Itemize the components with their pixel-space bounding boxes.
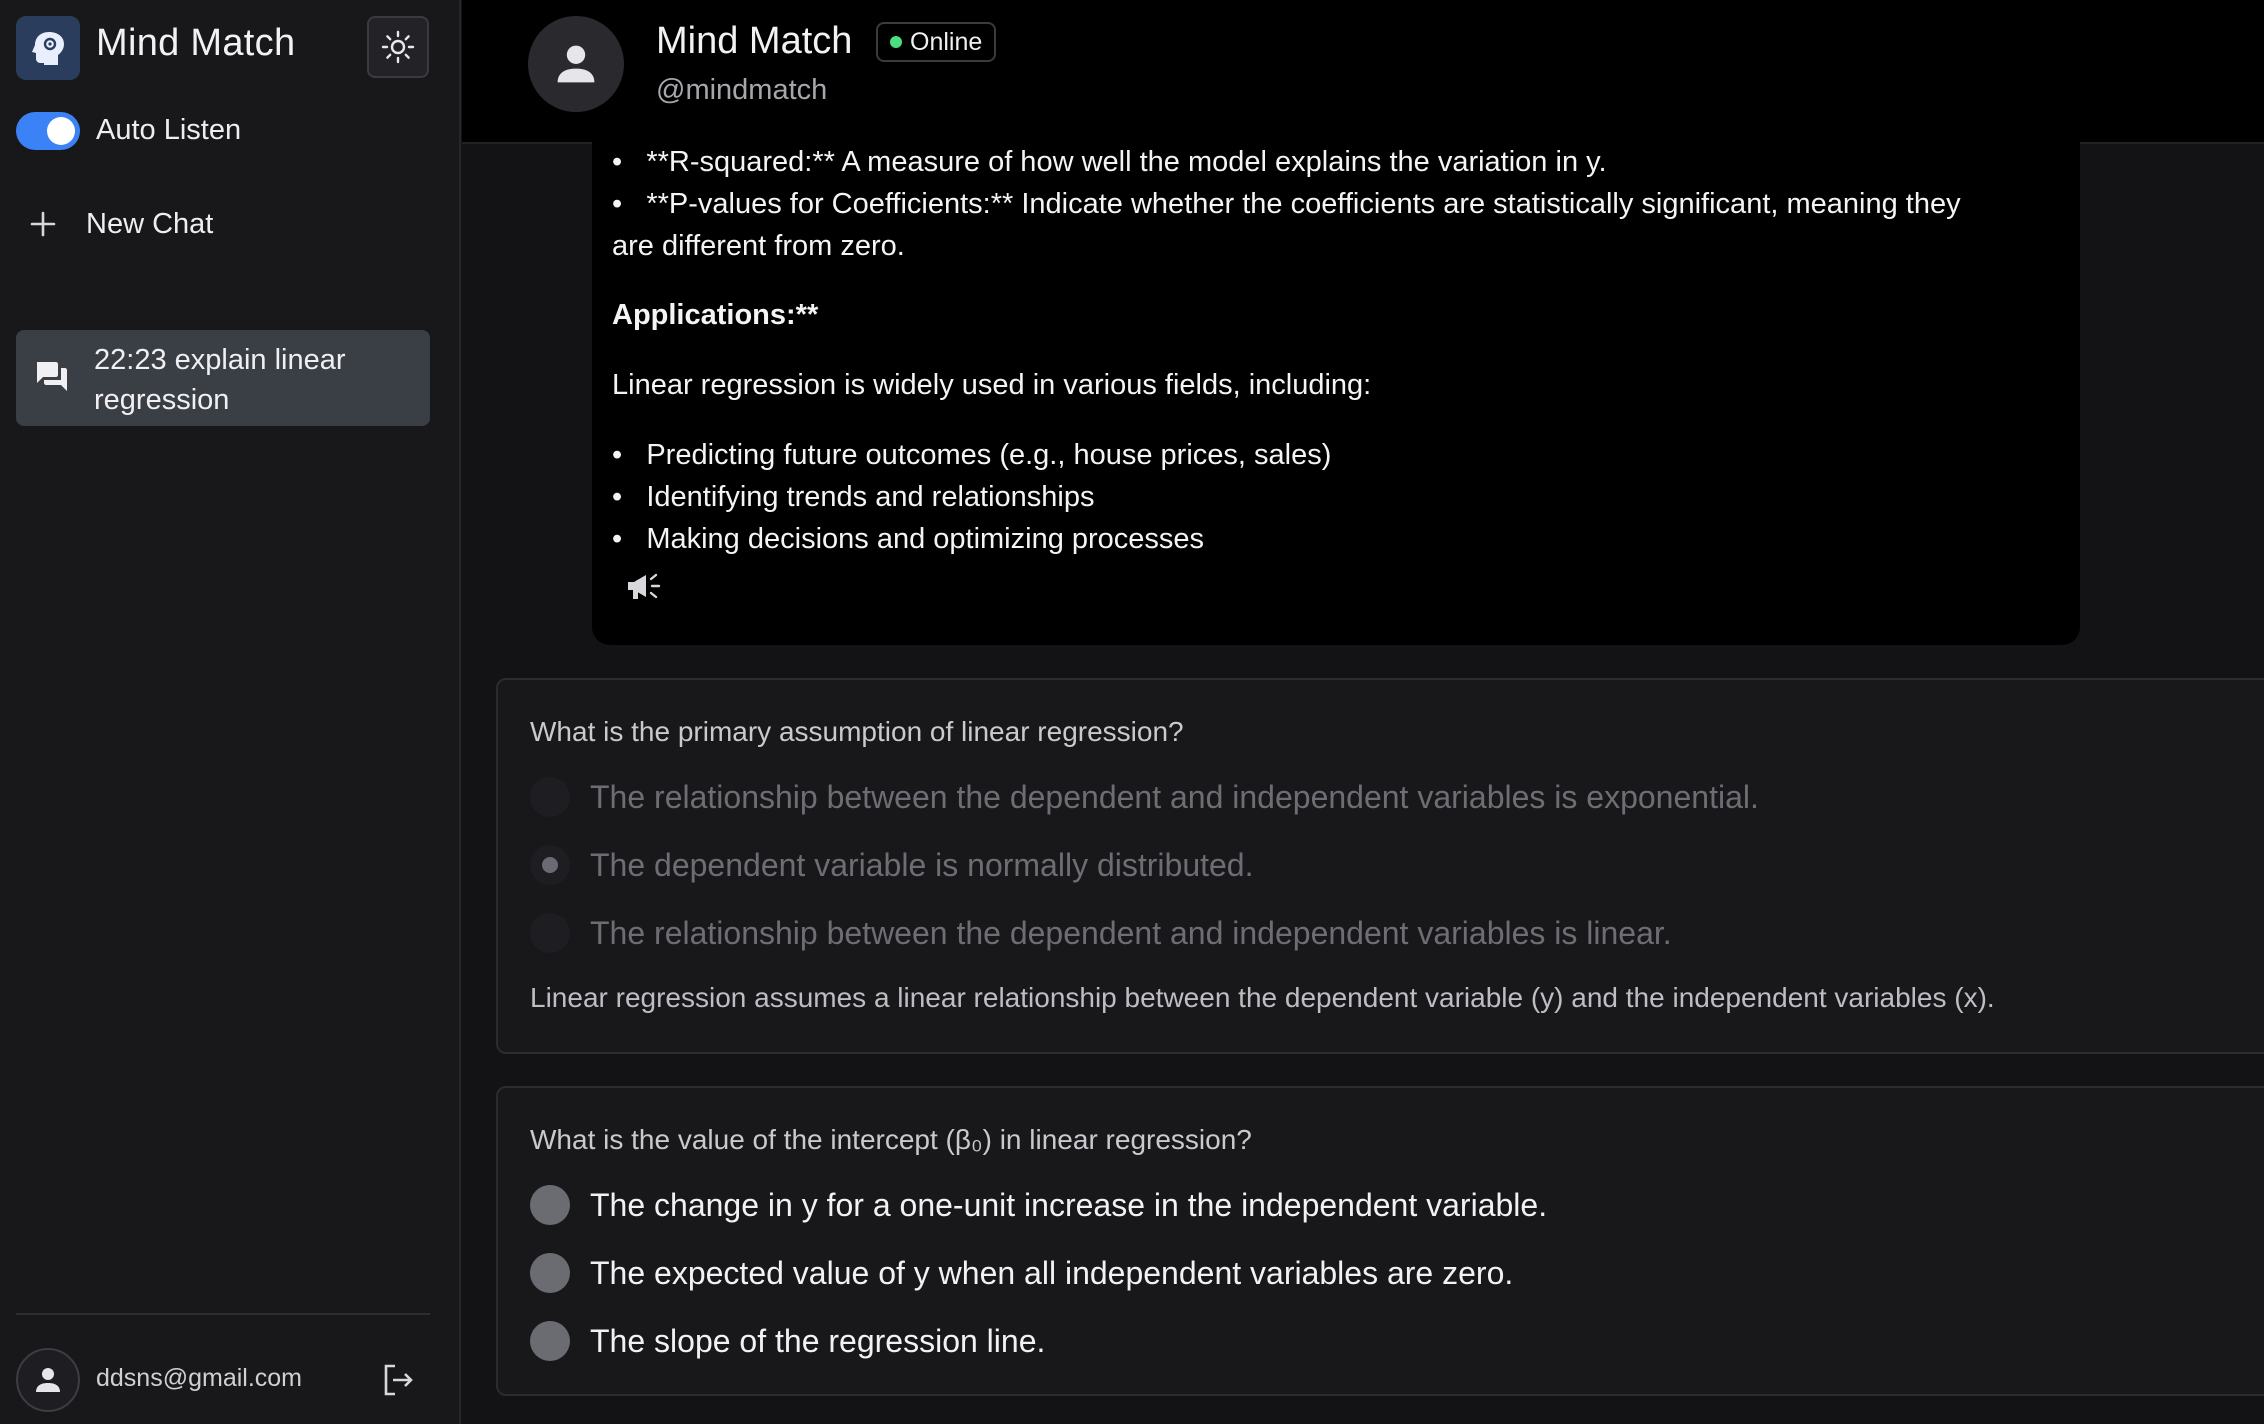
message-bullet: • **P-values for Coefficients:** Indicate whether the coefficients are statistically significant, meaning they bbox=[612, 188, 1961, 220]
sun-icon bbox=[380, 29, 416, 65]
quiz-option[interactable] bbox=[530, 1252, 1513, 1294]
bot-name: Mind Match bbox=[656, 20, 853, 62]
quiz-option[interactable] bbox=[530, 1320, 1045, 1362]
radio-button[interactable] bbox=[530, 913, 570, 953]
logout-icon bbox=[381, 1363, 415, 1397]
quiz-option-label: The expected value of y when all independent variables are zero. bbox=[590, 1254, 1514, 1291]
radio-button[interactable] bbox=[530, 1321, 570, 1361]
message-heading: Applications:** bbox=[612, 299, 819, 331]
chat-history-item[interactable] bbox=[16, 330, 430, 426]
auto-listen-label: Auto Listen bbox=[96, 114, 242, 146]
radio-button[interactable] bbox=[530, 1185, 570, 1225]
quiz-card bbox=[496, 678, 2264, 1054]
radio-button[interactable] bbox=[530, 777, 570, 817]
quiz-question: What is the value of the intercept (β₀) in linear regression? bbox=[530, 1124, 1252, 1155]
status-text: Online bbox=[910, 27, 983, 56]
new-chat-label: New Chat bbox=[86, 207, 214, 240]
quiz-option-label: The dependent variable is normally distributed. bbox=[590, 846, 1254, 883]
toggle-knob bbox=[47, 117, 75, 145]
bot-message bbox=[592, 130, 2080, 645]
new-chat-button[interactable] bbox=[30, 200, 213, 248]
radio-button[interactable] bbox=[530, 1253, 570, 1293]
quiz-option-label: The relationship between the dependent and independent variables is exponential. bbox=[590, 778, 1759, 815]
app-title: Mind Match bbox=[96, 22, 296, 64]
quiz-question: What is the primary assumption of linear regression? bbox=[530, 716, 1184, 747]
online-dot-icon bbox=[890, 36, 902, 48]
message-bullet: • Predicting future outcomes (e.g., house prices, sales) bbox=[612, 439, 1332, 471]
plus-icon bbox=[30, 211, 56, 237]
message-paragraph: Linear regression is widely used in various fields, including: bbox=[612, 369, 1372, 401]
bot-avatar bbox=[528, 16, 624, 112]
quiz-option[interactable] bbox=[530, 776, 1759, 818]
person-icon bbox=[33, 1365, 63, 1395]
quiz-explanation: Linear regression assumes a linear relationship between the dependent variable (y) and the independent variables (x). bbox=[530, 982, 1995, 1013]
message-bullet: • **R-squared:** A measure of how well the model explains the variation in y. bbox=[612, 146, 1607, 178]
person-icon bbox=[553, 41, 599, 87]
sidebar bbox=[0, 0, 461, 1424]
message-bullet: • Identifying trends and relationships bbox=[612, 481, 1095, 513]
chat-bubbles-icon bbox=[34, 358, 70, 394]
user-avatar[interactable] bbox=[16, 1348, 80, 1412]
status-badge bbox=[876, 22, 996, 62]
quiz-option-label: The slope of the regression line. bbox=[590, 1322, 1046, 1359]
message-bullet: • Making decisions and optimizing processes bbox=[612, 523, 1205, 555]
logout-button[interactable] bbox=[376, 1358, 420, 1402]
auto-listen-toggle[interactable] bbox=[16, 112, 80, 150]
quiz-card bbox=[496, 1086, 2264, 1396]
chat-history-label: 22:23 explain linear regression bbox=[94, 344, 346, 416]
speak-button[interactable] bbox=[624, 570, 668, 606]
quiz-option[interactable] bbox=[530, 1184, 1547, 1226]
sidebar-divider bbox=[16, 1313, 430, 1315]
quiz-option-label: The relationship between the dependent and independent variables is linear. bbox=[590, 914, 1672, 951]
quiz-option-label: The change in y for a one-unit increase in the independent variable. bbox=[590, 1186, 1548, 1223]
theme-toggle-button[interactable] bbox=[367, 16, 429, 78]
quiz-option[interactable] bbox=[530, 844, 1253, 886]
user-email: ddsns@gmail.com bbox=[96, 1364, 303, 1392]
bot-handle: @mindmatch bbox=[656, 74, 828, 106]
chat-header bbox=[462, 0, 2264, 144]
megaphone-icon bbox=[624, 570, 664, 604]
message-bullet-continuation: are different from zero. bbox=[612, 230, 905, 262]
quiz-option[interactable] bbox=[530, 912, 1672, 954]
radio-button-selected[interactable] bbox=[530, 845, 570, 885]
brain-head-icon bbox=[16, 16, 80, 80]
